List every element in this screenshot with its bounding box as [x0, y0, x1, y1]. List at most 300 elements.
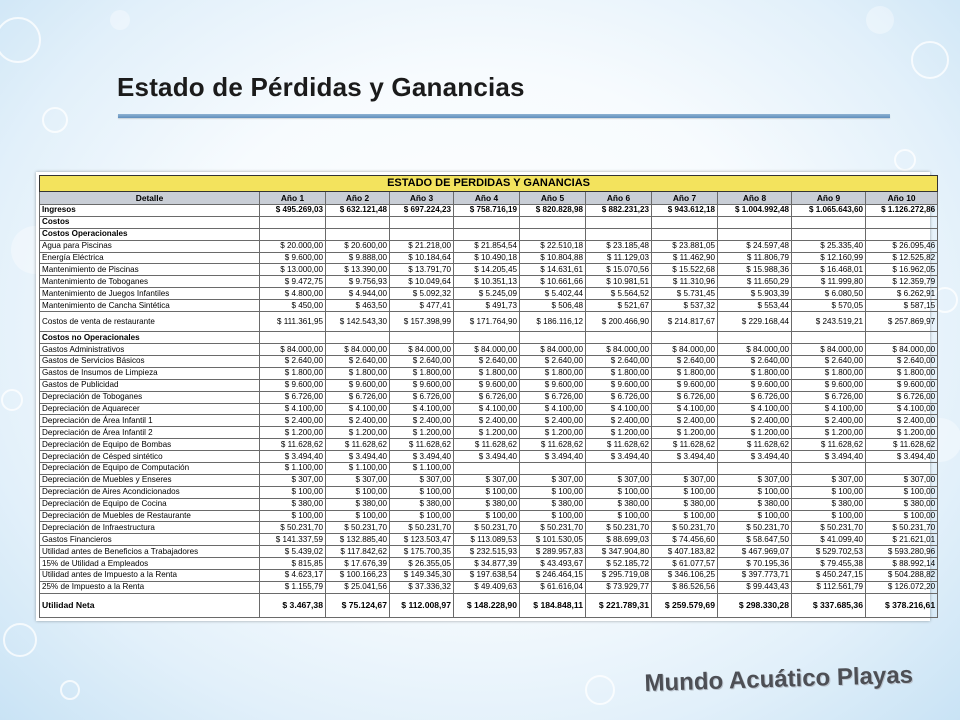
cell-value: $ 337.685,36 [792, 593, 866, 617]
cell-value: $ 298.330,28 [718, 593, 792, 617]
cell-value: $ 6.726,00 [326, 391, 390, 403]
cell-value: $ 3.494,40 [866, 451, 938, 463]
cell-value: $ 73.929,77 [586, 581, 652, 593]
cell-value [454, 228, 520, 240]
cell-value: $ 3.494,40 [260, 451, 326, 463]
cell-value [586, 216, 652, 228]
cell-value: $ 259.579,69 [652, 593, 718, 617]
cell-value: $ 10.661,66 [520, 276, 586, 288]
cell-value [454, 216, 520, 228]
cell-value: $ 467.969,07 [718, 546, 792, 558]
cell-value: $ 100,00 [520, 510, 586, 522]
cell-value: $ 1.200,00 [326, 427, 390, 439]
cell-value: $ 9.600,00 [652, 379, 718, 391]
table-row [40, 415, 938, 427]
cell-value: $ 1.200,00 [520, 427, 586, 439]
cell-value: $ 943.612,18 [652, 205, 718, 217]
cell-value: $ 100,00 [520, 486, 586, 498]
cell-value: $ 11.628,62 [792, 439, 866, 451]
row-label: Depreciación de Toboganes [40, 391, 260, 403]
cell-value: $ 100,00 [652, 486, 718, 498]
cell-value: $ 1.155,79 [260, 581, 326, 593]
cell-value: $ 307,00 [718, 474, 792, 486]
cell-value: $ 380,00 [652, 498, 718, 510]
header-year: Año 2 [326, 192, 390, 205]
cell-value: $ 380,00 [718, 498, 792, 510]
cell-value: $ 295.719,08 [586, 570, 652, 582]
cell-value: $ 100,00 [718, 510, 792, 522]
cell-value: $ 86.526,56 [652, 581, 718, 593]
cell-value: $ 6.726,00 [520, 391, 586, 403]
table-row [40, 593, 938, 617]
row-label: 15% de Utilidad a Empleados [40, 558, 260, 570]
cell-value: $ 17.676,39 [326, 558, 390, 570]
cell-value: $ 11.628,62 [718, 439, 792, 451]
table-row [40, 288, 938, 300]
cell-value [390, 332, 454, 344]
cell-value: $ 815,85 [260, 558, 326, 570]
header-year: Año 1 [260, 192, 326, 205]
cell-value [390, 216, 454, 228]
cell-value: $ 24.597,48 [718, 240, 792, 252]
cell-value: $ 117.842,62 [326, 546, 390, 558]
cell-value [718, 228, 792, 240]
cell-value: $ 142.543,30 [326, 312, 390, 332]
cell-value: $ 1.800,00 [520, 367, 586, 379]
cell-value: $ 1.065.643,60 [792, 205, 866, 217]
cell-value: $ 15.070,56 [586, 264, 652, 276]
cell-value: $ 5.564,52 [586, 288, 652, 300]
table-row [40, 276, 938, 288]
cell-value: $ 307,00 [326, 474, 390, 486]
cell-value: $ 49.409,63 [454, 581, 520, 593]
cell-value: $ 88.992,14 [866, 558, 938, 570]
row-label: Utilidad antes de Beneficios a Trabajadores [40, 546, 260, 558]
cell-value [260, 332, 326, 344]
cell-value: $ 380,00 [866, 498, 938, 510]
cell-value: $ 1.200,00 [454, 427, 520, 439]
cell-value [586, 463, 652, 475]
cell-value: $ 22.510,18 [520, 240, 586, 252]
cell-value [520, 228, 586, 240]
cell-value: $ 2.640,00 [390, 356, 454, 368]
cell-value: $ 11.628,62 [586, 439, 652, 451]
table-row [40, 379, 938, 391]
table-row [40, 486, 938, 498]
cell-value: $ 50.231,70 [792, 522, 866, 534]
cell-value: $ 1.800,00 [718, 367, 792, 379]
table-row [40, 510, 938, 522]
cell-value: $ 2.640,00 [792, 356, 866, 368]
cell-value: $ 13.791,70 [390, 264, 454, 276]
cell-value: $ 232.515,93 [454, 546, 520, 558]
cell-value: $ 3.494,40 [586, 451, 652, 463]
cell-value: $ 84.000,00 [718, 344, 792, 356]
cell-value: $ 100,00 [792, 510, 866, 522]
row-label: Depreciación de Infraestructura [40, 522, 260, 534]
cell-value: $ 346.106,25 [652, 570, 718, 582]
cell-value: $ 6.080,50 [792, 288, 866, 300]
cell-value: $ 450.247,15 [792, 570, 866, 582]
cell-value: $ 112.561,79 [792, 581, 866, 593]
cell-value [326, 228, 390, 240]
cell-value: $ 99.443,43 [718, 581, 792, 593]
cell-value: $ 307,00 [652, 474, 718, 486]
cell-value: $ 112.008,97 [390, 593, 454, 617]
cell-value: $ 307,00 [520, 474, 586, 486]
cell-value: $ 20.000,00 [260, 240, 326, 252]
header-year: Año 3 [390, 192, 454, 205]
table-row [40, 300, 938, 312]
cell-value: $ 1.800,00 [326, 367, 390, 379]
cell-value [520, 463, 586, 475]
cell-value: $ 12.359,79 [866, 276, 938, 288]
cell-value: $ 9.600,00 [586, 379, 652, 391]
cell-value: $ 197.638,54 [454, 570, 520, 582]
cell-value: $ 10.184,64 [390, 252, 454, 264]
table-row [40, 451, 938, 463]
cell-value: $ 11.806,79 [718, 252, 792, 264]
cell-value: $ 820.828,98 [520, 205, 586, 217]
cell-value: $ 79.455,38 [792, 558, 866, 570]
cell-value: $ 257.869,97 [866, 312, 938, 332]
cell-value: $ 58.647,50 [718, 534, 792, 546]
cell-value: $ 5.092,32 [390, 288, 454, 300]
header-year: Año 6 [586, 192, 652, 205]
cell-value: $ 26.355,05 [390, 558, 454, 570]
cell-value: $ 4.100,00 [718, 403, 792, 415]
cell-value [586, 332, 652, 344]
cell-value: $ 6.726,00 [718, 391, 792, 403]
cell-value: $ 50.231,70 [586, 522, 652, 534]
cell-value: $ 100,00 [586, 510, 652, 522]
cell-value: $ 2.640,00 [652, 356, 718, 368]
row-label: Depreciación de Aquarecer [40, 403, 260, 415]
table-row [40, 252, 938, 264]
cell-value [792, 228, 866, 240]
cell-value: $ 380,00 [454, 498, 520, 510]
cell-value: $ 126.072,20 [866, 581, 938, 593]
cell-value: $ 10.490,18 [454, 252, 520, 264]
cell-value: $ 100,00 [260, 486, 326, 498]
cell-value: $ 37.336,32 [390, 581, 454, 593]
cell-value: $ 100,00 [326, 510, 390, 522]
cell-value: $ 111.361,95 [260, 312, 326, 332]
row-label: Depreciación de Equipo de Bombas [40, 439, 260, 451]
cell-value: $ 6.726,00 [260, 391, 326, 403]
cell-value: $ 100,00 [454, 486, 520, 498]
table-header-row [40, 192, 938, 205]
cell-value: $ 463,50 [326, 300, 390, 312]
row-label: Gastos de Insumos de Limpieza [40, 367, 260, 379]
row-label: 25% de Impuesto a la Renta [40, 581, 260, 593]
cell-value: $ 123.503,47 [390, 534, 454, 546]
table-row [40, 581, 938, 593]
cell-value: $ 397.773,71 [718, 570, 792, 582]
cell-value: $ 380,00 [260, 498, 326, 510]
row-label: Energía Eléctrica [40, 252, 260, 264]
cell-value: $ 70.195,36 [718, 558, 792, 570]
cell-value: $ 9.756,93 [326, 276, 390, 288]
cell-value: $ 593.280,96 [866, 546, 938, 558]
table-row [40, 264, 938, 276]
row-label: Agua para Piscinas [40, 240, 260, 252]
table-row [40, 463, 938, 475]
table-body [40, 205, 938, 618]
row-label: Gastos de Servicios Básicos [40, 356, 260, 368]
cell-value: $ 100.166,23 [326, 570, 390, 582]
cell-value: $ 1.800,00 [454, 367, 520, 379]
row-label: Depreciación de Equipo de Computación [40, 463, 260, 475]
cell-value [326, 332, 390, 344]
cell-value: $ 15.522,68 [652, 264, 718, 276]
cell-value: $ 4.100,00 [792, 403, 866, 415]
cell-value: $ 75.124,67 [326, 593, 390, 617]
cell-value: $ 378.216,61 [866, 593, 938, 617]
cell-value: $ 2.400,00 [652, 415, 718, 427]
cell-value: $ 11.628,62 [326, 439, 390, 451]
cell-value: $ 1.200,00 [390, 427, 454, 439]
cell-value: $ 5.731,45 [652, 288, 718, 300]
cell-value [718, 216, 792, 228]
cell-value: $ 6.262,91 [866, 288, 938, 300]
cell-value: $ 100,00 [652, 510, 718, 522]
cell-value: $ 157.398,99 [390, 312, 454, 332]
cell-value: $ 229.168,44 [718, 312, 792, 332]
cell-value: $ 570,05 [792, 300, 866, 312]
table-row [40, 474, 938, 486]
cell-value [454, 463, 520, 475]
cell-value: $ 537,32 [652, 300, 718, 312]
cell-value: $ 1.004.992,48 [718, 205, 792, 217]
row-label: Costos no Operacionales [40, 332, 260, 344]
brand-logo: Mundo Acuático Playas [644, 661, 914, 698]
cell-value: $ 11.999,80 [792, 276, 866, 288]
row-label: Gastos Administrativos [40, 344, 260, 356]
cell-value: $ 84.000,00 [866, 344, 938, 356]
row-label: Depreciación de Césped sintético [40, 451, 260, 463]
cell-value: $ 132.885,40 [326, 534, 390, 546]
cell-value: $ 41.099,40 [792, 534, 866, 546]
cell-value [326, 216, 390, 228]
row-label: Depreciación de Área Infantil 2 [40, 427, 260, 439]
cell-value: $ 100,00 [454, 510, 520, 522]
cell-value: $ 184.848,11 [520, 593, 586, 617]
cell-value: $ 61.077,57 [652, 558, 718, 570]
row-label: Gastos Financieros [40, 534, 260, 546]
cell-value: $ 2.640,00 [520, 356, 586, 368]
cell-value [454, 332, 520, 344]
row-label: Gastos de Publicidad [40, 379, 260, 391]
cell-value: $ 100,00 [390, 486, 454, 498]
cell-value: $ 84.000,00 [520, 344, 586, 356]
row-label: Mantenimiento de Juegos Infantiles [40, 288, 260, 300]
cell-value: $ 100,00 [390, 510, 454, 522]
cell-value: $ 113.089,53 [454, 534, 520, 546]
cell-value: $ 84.000,00 [586, 344, 652, 356]
cell-value: $ 697.224,23 [390, 205, 454, 217]
cell-value: $ 6.726,00 [792, 391, 866, 403]
cell-value: $ 2.400,00 [326, 415, 390, 427]
cell-value: $ 171.764,90 [454, 312, 520, 332]
cell-value: $ 1.200,00 [866, 427, 938, 439]
row-label: Utilidad antes de Impuesto a la Renta [40, 570, 260, 582]
cell-value: $ 84.000,00 [454, 344, 520, 356]
cell-value: $ 2.640,00 [260, 356, 326, 368]
cell-value [718, 463, 792, 475]
row-label: Costos de venta de restaurante [40, 312, 260, 332]
header-year: Año 7 [652, 192, 718, 205]
cell-value: $ 3.494,40 [454, 451, 520, 463]
row-label: Mantenimiento de Cancha Sintética [40, 300, 260, 312]
header-year: Año 9 [792, 192, 866, 205]
cell-value: $ 380,00 [326, 498, 390, 510]
cell-value: $ 16.468,01 [792, 264, 866, 276]
table-row [40, 498, 938, 510]
cell-value: $ 246.464,15 [520, 570, 586, 582]
cell-value: $ 380,00 [792, 498, 866, 510]
cell-value [866, 216, 938, 228]
cell-value: $ 11.628,62 [454, 439, 520, 451]
cell-value: $ 21.621,01 [866, 534, 938, 546]
cell-value: $ 307,00 [866, 474, 938, 486]
cell-value: $ 2.400,00 [586, 415, 652, 427]
cell-value: $ 9.600,00 [520, 379, 586, 391]
table-row [40, 356, 938, 368]
cell-value: $ 100,00 [326, 486, 390, 498]
table-row [40, 439, 938, 451]
cell-value: $ 14.205,45 [454, 264, 520, 276]
cell-value: $ 84.000,00 [260, 344, 326, 356]
cell-value: $ 84.000,00 [652, 344, 718, 356]
cell-value: $ 2.400,00 [866, 415, 938, 427]
cell-value: $ 2.400,00 [390, 415, 454, 427]
cell-value: $ 84.000,00 [792, 344, 866, 356]
cell-value: $ 243.519,21 [792, 312, 866, 332]
row-label: Costos Operacionales [40, 228, 260, 240]
cell-value: $ 50.231,70 [520, 522, 586, 534]
cell-value [260, 228, 326, 240]
cell-value: $ 9.600,00 [390, 379, 454, 391]
cell-value: $ 11.462,90 [652, 252, 718, 264]
cell-value: $ 175.700,35 [390, 546, 454, 558]
cell-value: $ 9.600,00 [260, 379, 326, 391]
cell-value: $ 50.231,70 [718, 522, 792, 534]
table-row [40, 558, 938, 570]
table-row [40, 205, 938, 217]
cell-value: $ 4.100,00 [390, 403, 454, 415]
cell-value: $ 5.402,44 [520, 288, 586, 300]
row-label: Mantenimiento de Toboganes [40, 276, 260, 288]
cell-value [866, 228, 938, 240]
row-label: Depreciación de Aires Acondicionados [40, 486, 260, 498]
cell-value [652, 228, 718, 240]
cell-value [586, 228, 652, 240]
cell-value: $ 307,00 [390, 474, 454, 486]
cell-value: $ 504.288,82 [866, 570, 938, 582]
table-row [40, 332, 938, 344]
cell-value: $ 11.310,96 [652, 276, 718, 288]
cell-value: $ 4.944,00 [326, 288, 390, 300]
cell-value: $ 495.269,03 [260, 205, 326, 217]
cell-value: $ 50.231,70 [454, 522, 520, 534]
cell-value: $ 100,00 [792, 486, 866, 498]
cell-value: $ 1.200,00 [586, 427, 652, 439]
cell-value: $ 10.981,51 [586, 276, 652, 288]
cell-value: $ 50.231,70 [260, 522, 326, 534]
cell-value: $ 1.200,00 [260, 427, 326, 439]
cell-value: $ 13.000,00 [260, 264, 326, 276]
cell-value: $ 12.525,82 [866, 252, 938, 264]
cell-value: $ 1.800,00 [260, 367, 326, 379]
cell-value [866, 463, 938, 475]
cell-value: $ 15.988,36 [718, 264, 792, 276]
cell-value: $ 149.345,30 [390, 570, 454, 582]
cell-value: $ 50.231,70 [326, 522, 390, 534]
cell-value: $ 4.100,00 [260, 403, 326, 415]
cell-value: $ 9.600,00 [454, 379, 520, 391]
cell-value [520, 216, 586, 228]
cell-value: $ 3.494,40 [520, 451, 586, 463]
table-row [40, 312, 938, 332]
cell-value: $ 758.716,19 [454, 205, 520, 217]
header-year: Año 4 [454, 192, 520, 205]
cell-value: $ 43.493,67 [520, 558, 586, 570]
row-label: Mantenimiento de Piscinas [40, 264, 260, 276]
row-label: Ingresos [40, 205, 260, 217]
cell-value [792, 332, 866, 344]
cell-value: $ 13.390,00 [326, 264, 390, 276]
cell-value: $ 10.804,88 [520, 252, 586, 264]
cell-value: $ 1.200,00 [792, 427, 866, 439]
cell-value: $ 9.600,00 [718, 379, 792, 391]
cell-value: $ 11.628,62 [520, 439, 586, 451]
cell-value: $ 491,73 [454, 300, 520, 312]
income-statement-sheet [36, 172, 936, 621]
cell-value: $ 4.100,00 [520, 403, 586, 415]
row-label: Depreciación de Muebles y Enseres [40, 474, 260, 486]
cell-value: $ 289.957,83 [520, 546, 586, 558]
table-row [40, 228, 938, 240]
cell-value: $ 307,00 [792, 474, 866, 486]
cell-value: $ 101.530,05 [520, 534, 586, 546]
cell-value: $ 200.466,90 [586, 312, 652, 332]
cell-value: $ 380,00 [390, 498, 454, 510]
cell-value: $ 61.616,04 [520, 581, 586, 593]
row-label: Depreciación de Equipo de Cocina [40, 498, 260, 510]
cell-value: $ 1.800,00 [390, 367, 454, 379]
cell-value: $ 2.400,00 [718, 415, 792, 427]
cell-value: $ 477,41 [390, 300, 454, 312]
cell-value: $ 1.800,00 [586, 367, 652, 379]
cell-value [390, 228, 454, 240]
cell-value: $ 84.000,00 [390, 344, 454, 356]
cell-value: $ 587,15 [866, 300, 938, 312]
cell-value [718, 332, 792, 344]
cell-value: $ 3.494,40 [792, 451, 866, 463]
cell-value: $ 4.800,00 [260, 288, 326, 300]
cell-value: $ 6.726,00 [866, 391, 938, 403]
cell-value: $ 88.699,03 [586, 534, 652, 546]
cell-value [866, 332, 938, 344]
cell-value: $ 9.600,00 [260, 252, 326, 264]
cell-value: $ 186.116,12 [520, 312, 586, 332]
cell-value: $ 25.335,40 [792, 240, 866, 252]
cell-value: $ 3.494,40 [390, 451, 454, 463]
cell-value: $ 307,00 [586, 474, 652, 486]
cell-value: $ 21.854,54 [454, 240, 520, 252]
table-row [40, 367, 938, 379]
